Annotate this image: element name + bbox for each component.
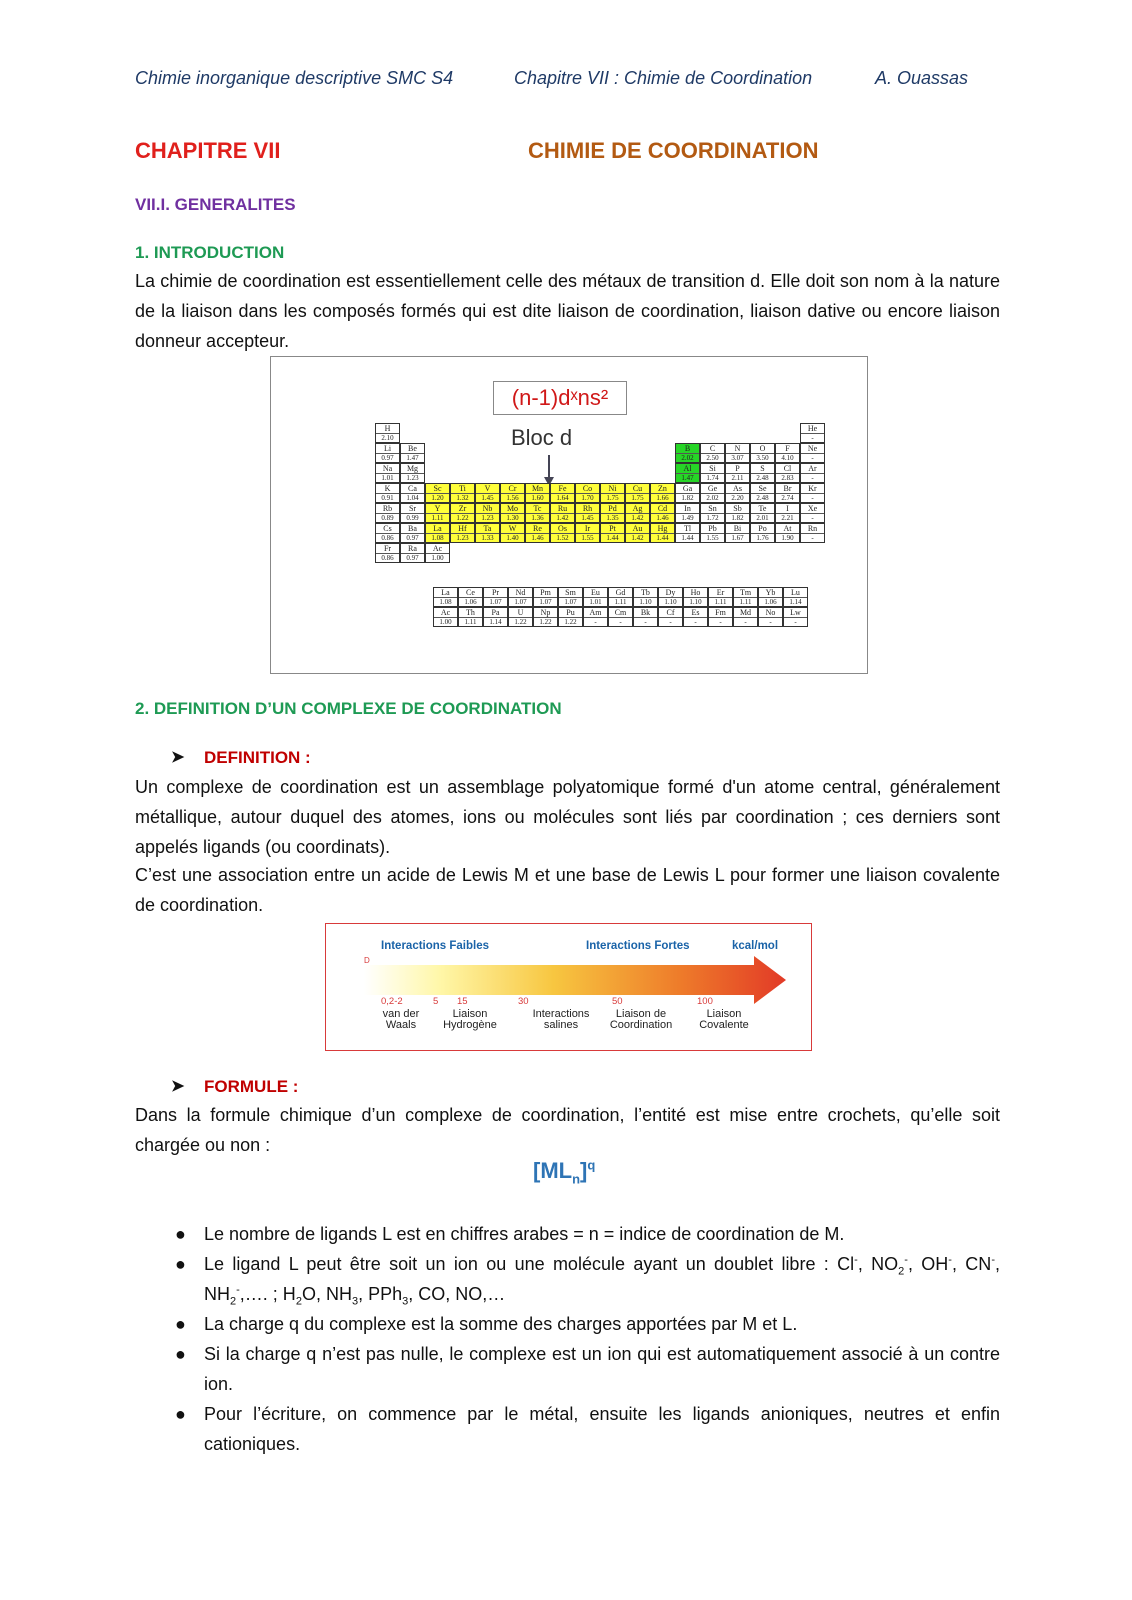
element-cell-zn: Zn 1.66: [650, 483, 675, 503]
element-cell-ta: Ta 1.33: [475, 523, 500, 543]
f-element-cell-es: Es -: [683, 607, 708, 627]
arrow-bullet-icon: ➤: [171, 749, 185, 766]
list-item-text: La charge q du complexe est la somme des charges apportées par M et L.: [204, 1314, 798, 1334]
element-cell-h: H 2.10: [375, 423, 400, 443]
element-cell-os: Os 1.52: [550, 523, 575, 543]
element-cell-mo: Mo 1.30: [500, 503, 525, 523]
element-cell-y: Y 1.11: [425, 503, 450, 523]
list-item: [135, 1399, 1000, 1459]
f-element-cell-md: Md -: [733, 607, 758, 627]
tick-value: 30: [518, 996, 529, 1007]
element-cell-fe: Fe 1.64: [550, 483, 575, 503]
element-cell-rh: Rh 1.45: [575, 503, 600, 523]
element-cell-cs: Cs 0.86: [375, 523, 400, 543]
element-cell-ar: Ar -: [800, 463, 825, 483]
header-chapter: Chapitre VII : Chimie de Coordination: [514, 68, 813, 88]
element-cell-nb: Nb 1.23: [475, 503, 500, 523]
formula-open: [ML: [533, 1158, 573, 1183]
definition-paragraph-1: Un complexe de coordination est un assemblage polyatomique formé d'un atome central, généralement métallique, autour duquel des atomes, ions ou molécules sont liés par coordination ; ces derniers sont appelés ligands (ou coordinats).: [135, 777, 1000, 857]
f-element-cell-pm: Pm 1.07: [533, 587, 558, 607]
header-course: Chimie inorganique descriptive SMC S4: [135, 68, 454, 88]
element-cell-li: Li 0.97: [375, 443, 400, 463]
element-cell-as: As 2.20: [725, 483, 750, 503]
element-cell-fr: Fr 0.86: [375, 543, 400, 563]
element-cell-tl: Tl 1.44: [675, 523, 700, 543]
f-element-cell-ac: Ac 1.00: [433, 607, 458, 627]
tick-label: Liaison Covalente: [699, 1008, 749, 1031]
element-cell-rn: Rn -: [800, 523, 825, 543]
element-cell-in: In 1.49: [675, 503, 700, 523]
element-cell-ni: Ni 1.75: [600, 483, 625, 503]
tick-label: Interactions salines: [532, 1008, 590, 1031]
f-element-cell-cm: Cm -: [608, 607, 633, 627]
formula-close: ]: [580, 1158, 588, 1183]
element-cell-i: I 2.21: [775, 503, 800, 523]
interaction-strength-figure: [325, 923, 812, 1051]
element-cell-te: Te 2.01: [750, 503, 775, 523]
list-item-text: Le nombre de ligands L est en chiffres arabes = n = indice de coordination de M.: [204, 1224, 845, 1244]
chapter-title-row: [135, 138, 1000, 168]
element-cell-se: Se 2.48: [750, 483, 775, 503]
element-cell-ru: Ru 1.42: [550, 503, 575, 523]
element-cell-ba: Ba 0.97: [400, 523, 425, 543]
intro-paragraph: La chimie de coordination est essentiellement celle des métaux de transition d. Elle doit son nom à la nature de la liaison dans les composés formés qui est dite liaison de coordination, liaison dative ou encore liaison donneur accepteur.: [135, 271, 1000, 351]
f-element-cell-fm: Fm -: [708, 607, 733, 627]
element-cell-he: He -: [800, 423, 825, 443]
element-cell-ra: Ra 0.97: [400, 543, 425, 563]
bullet-dot-icon: ●: [175, 1314, 186, 1334]
element-cell-v: V 1.45: [475, 483, 500, 503]
strong-interactions-label: Interactions Fortes: [586, 940, 690, 952]
element-cell-kr: Kr -: [800, 483, 825, 503]
tick-label: Liaison Hydrogène: [443, 1008, 497, 1031]
f-element-cell-th: Th 1.11: [458, 607, 483, 627]
header-author: A. Ouassas: [875, 68, 969, 88]
definition-heading: 2. DEFINITION D’UN COMPLEXE DE COORDINATION: [135, 699, 562, 718]
list-item: [135, 1219, 1000, 1249]
element-cell-na: Na 1.01: [375, 463, 400, 483]
bullet-dot-icon: ●: [175, 1254, 186, 1274]
element-cell-po: Po 1.76: [750, 523, 775, 543]
intro-heading: 1. INTRODUCTION: [135, 243, 285, 262]
element-cell-b: B 2.02: [675, 443, 700, 463]
f-element-cell-cf: Cf -: [658, 607, 683, 627]
tick-value: 15: [457, 996, 468, 1007]
element-cell-cd: Cd 1.46: [650, 503, 675, 523]
periodic-table-figure: [270, 356, 868, 674]
formula-subheading: FORMULE :: [204, 1077, 299, 1096]
f-element-cell-nd: Nd 1.07: [508, 587, 533, 607]
page-header: [135, 68, 1000, 92]
f-element-cell-pr: Pr 1.07: [483, 587, 508, 607]
bloc-d-label: Bloc d: [511, 425, 573, 450]
electron-config-label: (n-1)dˣns²: [493, 381, 627, 415]
element-cell-mg: Mg 1.23: [400, 463, 425, 483]
element-cell-ge: Ge 2.02: [700, 483, 725, 503]
f-element-cell-tb: Tb 1.10: [633, 587, 658, 607]
formula-bullet-list: [135, 1219, 1000, 1459]
tick-label: Liaison de Coordination: [609, 1008, 673, 1031]
element-cell-ag: Ag 1.42: [625, 503, 650, 523]
formula-paragraph: Dans la formule chimique d’un complexe de coordination, l’entité est mise entre crochets, qu’elle soit chargée ou non :: [135, 1105, 1000, 1155]
chapter-number: CHAPITRE VII: [135, 138, 281, 163]
f-element-cell-pu: Pu 1.22: [558, 607, 583, 627]
f-element-cell-ce: Ce 1.06: [458, 587, 483, 607]
element-cell-p: P 2.11: [725, 463, 750, 483]
list-item-text: Le ligand L peut être soit un ion ou une molécule ayant un doublet libre : Cl-, $NO_2^-$, OH-, CN-, $NH_2^-,\dots$. ; $H_2O$, $NH_3$, PPh$_3$, CO, NO,…: [204, 1254, 1000, 1308]
f-element-cell-pa: Pa 1.14: [483, 607, 508, 627]
bullet-dot-icon: ●: [175, 1344, 186, 1364]
tick-value: 50: [612, 996, 623, 1007]
element-cell-bi: Bi 1.67: [725, 523, 750, 543]
element-cell-hg: Hg 1.44: [650, 523, 675, 543]
f-element-cell-tm: Tm 1.11: [733, 587, 758, 607]
element-cell-xe: Xe -: [800, 503, 825, 523]
element-cell-mn: Mn 1.60: [525, 483, 550, 503]
definition-paragraph-2: C’est une association entre un acide de Lewis M et une base de Lewis L pour former une liaison covalente de coordination.: [135, 865, 1000, 915]
element-cell-zr: Zr 1.22: [450, 503, 475, 523]
bullet-dot-icon: ●: [175, 1404, 186, 1424]
element-cell-o: O 3.50: [750, 443, 775, 463]
list-item-text: Si la charge q n’est pas nulle, le complexe est un ion qui est automatiquement associé à un contre ion.: [204, 1344, 1000, 1394]
f-element-cell-dy: Dy 1.10: [658, 587, 683, 607]
f-element-cell-lw: Lw -: [783, 607, 808, 627]
f-element-cell-bk: Bk -: [633, 607, 658, 627]
chapter-title: CHIMIE DE COORDINATION: [528, 138, 819, 163]
element-cell-ga: Ga 1.82: [675, 483, 700, 503]
element-cell-ca: Ca 1.04: [400, 483, 425, 503]
element-cell-cl: Cl 2.83: [775, 463, 800, 483]
f-element-cell-u: U 1.22: [508, 607, 533, 627]
element-cell-rb: Rb 0.89: [375, 503, 400, 523]
element-cell-s: S 2.48: [750, 463, 775, 483]
element-cell-ac: Ac 1.00: [425, 543, 450, 563]
f-element-cell-no: No -: [758, 607, 783, 627]
tick-value: 0,2-2: [381, 996, 403, 1007]
element-cell-br: Br 2.74: [775, 483, 800, 503]
element-cell-ne: Ne -: [800, 443, 825, 463]
element-cell-al: Al 1.47: [675, 463, 700, 483]
f-element-cell-np: Np 1.22: [533, 607, 558, 627]
axis-letter: D: [364, 956, 370, 965]
f-element-cell-am: Am -: [583, 607, 608, 627]
element-cell-hf: Hf 1.23: [450, 523, 475, 543]
element-cell-k: K 0.91: [375, 483, 400, 503]
element-cell-pd: Pd 1.35: [600, 503, 625, 523]
element-cell-tc: Tc 1.36: [525, 503, 550, 523]
tick-label: van der Waals: [382, 1008, 420, 1031]
element-cell-sc: Sc 1.20: [425, 483, 450, 503]
element-cell-cr: Cr 1.56: [500, 483, 525, 503]
element-cell-f: F 4.10: [775, 443, 800, 463]
weak-interactions-label: Interactions Faibles: [381, 940, 490, 952]
f-element-cell-eu: Eu 1.01: [583, 587, 608, 607]
list-item: [135, 1339, 1000, 1399]
f-element-cell-lu: Lu 1.14: [783, 587, 808, 607]
formula-subscript: n: [572, 1171, 581, 1187]
element-cell-cu: Cu 1.75: [625, 483, 650, 503]
element-cell-pt: Pt 1.44: [600, 523, 625, 543]
tick-value: 5: [433, 996, 439, 1007]
element-cell-be: Be 1.47: [400, 443, 425, 463]
element-cell-n: N 3.07: [725, 443, 750, 463]
element-cell-sr: Sr 0.99: [400, 503, 425, 523]
element-cell-ir: Ir 1.55: [575, 523, 600, 543]
element-cell-la: La 1.08: [425, 523, 450, 543]
complex-formula: [533, 1157, 596, 1187]
element-cell-au: Au 1.42: [625, 523, 650, 543]
element-cell-co: Co 1.70: [575, 483, 600, 503]
element-cell-pb: Pb 1.55: [700, 523, 725, 543]
f-element-cell-gd: Gd 1.11: [608, 587, 633, 607]
arrow-bullet-icon: ➤: [171, 1078, 185, 1095]
bullet-dot-icon: ●: [175, 1224, 186, 1244]
element-cell-at: At 1.90: [775, 523, 800, 543]
f-element-cell-sm: Sm 1.07: [558, 587, 583, 607]
f-element-cell-ho: Ho 1.10: [683, 587, 708, 607]
element-cell-sb: Sb 1.82: [725, 503, 750, 523]
f-element-cell-la: La 1.08: [433, 587, 458, 607]
element-cell-c: C 2.50: [700, 443, 725, 463]
element-cell-si: Si 1.74: [700, 463, 725, 483]
element-cell-ti: Ti 1.32: [450, 483, 475, 503]
element-cell-w: W 1.40: [500, 523, 525, 543]
f-element-cell-yb: Yb 1.06: [758, 587, 783, 607]
list-item: [135, 1249, 1000, 1309]
formula-superscript: q: [587, 1157, 596, 1173]
f-element-cell-er: Er 1.11: [708, 587, 733, 607]
element-cell-re: Re 1.46: [525, 523, 550, 543]
tick-value: 100: [697, 996, 713, 1007]
element-cell-sn: Sn 1.72: [700, 503, 725, 523]
list-item: [135, 1309, 1000, 1339]
unit-label: kcal/mol: [732, 940, 779, 952]
definition-subheading: DEFINITION :: [204, 748, 311, 767]
section-heading: VII.I. GENERALITES: [135, 195, 296, 214]
list-item-text: Pour l’écriture, on commence par le métal, ensuite les ligands anioniques, neutres et enfin cationiques.: [204, 1404, 1000, 1454]
